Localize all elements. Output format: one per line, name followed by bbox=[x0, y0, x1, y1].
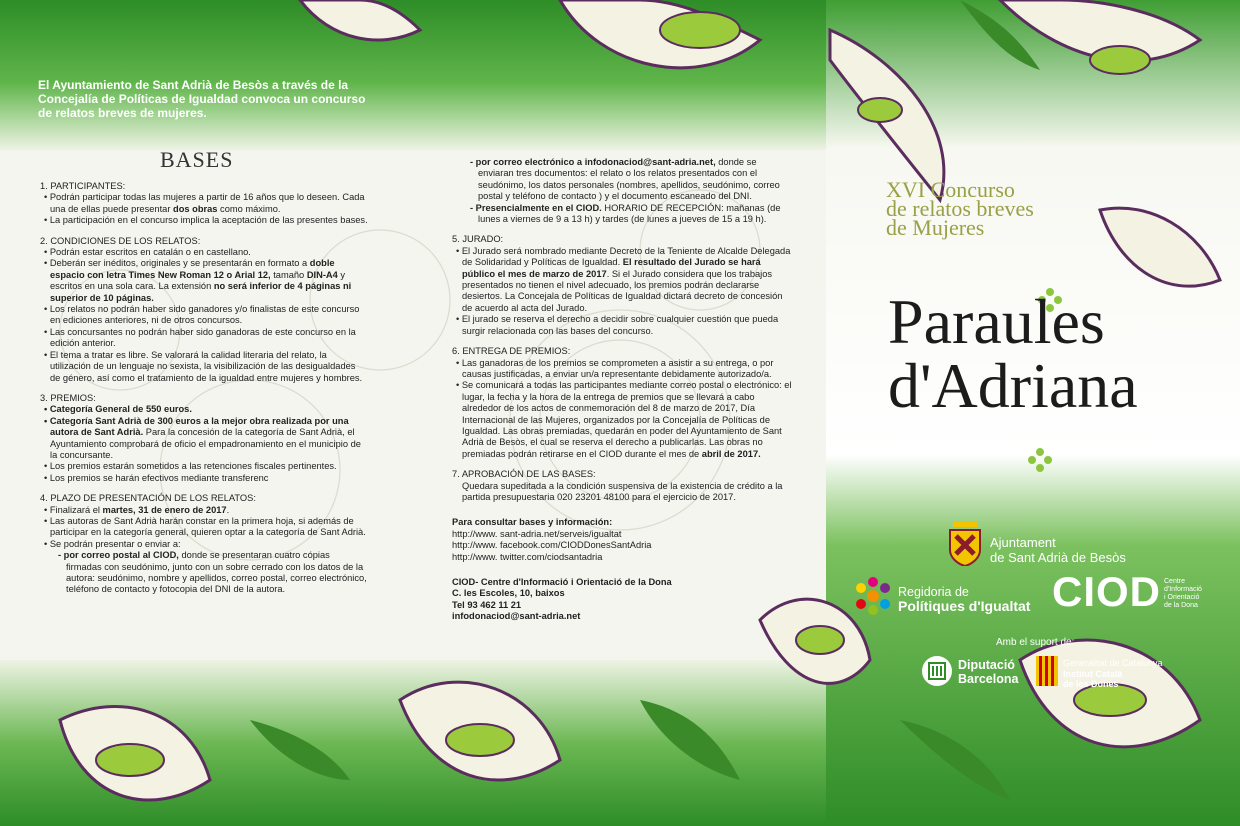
rule-text: donde se presentaran cuatro cópias firmadas con seudónimo, junto con un sobre cerrado con los datos de la autora: seudónimo, nombre y apellidos, correo postal, correo electrónico, teléfono de contacto y fotocopia del DNI de la autora. bbox=[66, 550, 367, 595]
address-block bbox=[452, 577, 792, 623]
rule-bold: - por correo electrónico a infodonaciod@sant-adria.net, bbox=[470, 157, 716, 167]
ciod-logo: CIOD bbox=[1052, 568, 1161, 615]
section-approval bbox=[452, 469, 792, 503]
section-deadline bbox=[40, 493, 368, 596]
rule-bold: dos obras bbox=[173, 203, 218, 214]
logo-line: de Sant Adrià de Besòs bbox=[990, 550, 1126, 565]
subtitle-line: de relatos breves bbox=[886, 196, 1034, 221]
rule-bold: • Categoría General de 550 euros. bbox=[44, 404, 192, 415]
address-line: C. les Escoles, 10, baixos bbox=[452, 588, 565, 599]
info-title: Para consultar bases y información: bbox=[452, 517, 613, 528]
rule-bold: El resultado del Jurado se hará público el mes de marzo de 2017 bbox=[462, 257, 761, 279]
support-label: Amb el suport de: bbox=[996, 637, 1075, 648]
logo-line: Generalitat de Catalunya bbox=[1063, 658, 1163, 668]
phone: Tel 93 462 11 21 bbox=[452, 599, 522, 610]
link-igualtat[interactable]: http://www. sant-adria.net/serveis/igualtat bbox=[452, 528, 622, 539]
info-block bbox=[452, 517, 792, 563]
rule-bold: no será inferior de 4 páginas ni superior de 10 páginas. bbox=[50, 281, 352, 303]
generalitat-logo-text bbox=[1063, 658, 1163, 690]
intro-text: El Ayuntamiento de Sant Adrià de Besòs a través de la Concejalía de Políticas de Igualdad convoca un concurso de relatos breves de mujeres. bbox=[38, 78, 366, 120]
rule-bold: DIN-A4 bbox=[306, 269, 338, 280]
rule-text: como máximo. bbox=[217, 203, 281, 214]
rule-text: tamaño bbox=[270, 269, 307, 280]
diputacio-logo-text bbox=[958, 658, 1018, 686]
title-line: d'Adriana bbox=[888, 350, 1138, 421]
rule-text: . Si el Jurado considera que los trabajos presentados no tienen el nivel adecuado, los premios podrán declararse desiertos. La Concejala de Políticas de Igualdad dictará decreto de concesión de acuerdo al acta del Jurado. bbox=[462, 268, 783, 313]
rule-text: • Podrán estar escritos en catalán o en castellano. bbox=[44, 247, 251, 258]
rule-text: Para la concesión de la categoría de Sant Adrià, el Ayuntamiento comprobará de oficio el empadronamiento en el municipio de la concursante. bbox=[50, 427, 361, 460]
ajuntament-shield-icon bbox=[948, 522, 982, 566]
rule-text: • La participación en el concurso implica la aceptación de las presentes bases. bbox=[44, 215, 368, 226]
rule-text: • El Jurado será nombrado mediante Decreto de la Teniente de Alcalde Delegada de Solidaridad y Políticas de Igualdad. bbox=[456, 245, 791, 268]
rules-column-1 bbox=[40, 181, 368, 596]
logo-line: Polítiques d'Igualtat bbox=[898, 598, 1031, 614]
rule-bold: - Presencialmente en el CIOD. bbox=[470, 202, 602, 213]
rule-text: HORARIO DE RECEPCIÓN: mañanas (de lunes a viernes de 9 a 13 h) y tardes (de lunes a jueves de 15 a 19 h). bbox=[478, 202, 781, 225]
section-conditions bbox=[40, 236, 368, 384]
rule-text: donde se enviaran tres documentos: el relato o los relatos presentados con el seudónimo, los datos personales (nombres, apellidos, seudónimo, correo postal y teléfono de contacto ) y el documento escaneado del DNI. bbox=[478, 157, 780, 202]
rule-text: • Las concursantes no podrán haber sido ganadoras de este concurso en la edición anterior. bbox=[44, 326, 356, 349]
section-title: 6. ENTREGA DE PREMIOS: bbox=[452, 346, 571, 357]
rule-text: • El tema a tratar es libre. Se valorará la calidad literaria del relato, la utilización de un lenguaje no sexista, la visibilización de las desigualdades de género, así como el tratamiento de la igualdad entre mujeres y hombres. bbox=[44, 349, 363, 383]
rule-text: Quedara supeditada a la condición suspensiva de la existencia de crédito a la partida presupuestaria 020 23201 48100 para el ejercicio de 2017. bbox=[462, 480, 783, 502]
rule-text: • Podrán participar todas las mujeres a partir de 16 años que lo deseen. Cada una de ellas puede presentar bbox=[44, 192, 365, 214]
rule-text: y escritos en una sola cara. La extensión bbox=[50, 269, 346, 292]
rule-text: • Deberán ser inéditos, originales y se presentarán en formato a bbox=[44, 258, 310, 269]
subtitle-line: de Mujeres bbox=[886, 215, 985, 240]
section-awards bbox=[452, 346, 792, 460]
title-line: Paraules bbox=[888, 286, 1105, 357]
email-link[interactable]: infodonaciod@sant-adria.net bbox=[452, 611, 581, 622]
rule-text: • Los premios se harán efectivos mediante transferenc bbox=[44, 472, 269, 483]
logo-line: i Orientació bbox=[1164, 594, 1200, 601]
address-line: CIOD- Centre d'Informació i Orientació de la Dona bbox=[452, 577, 672, 587]
logo-line: Ajuntament bbox=[990, 535, 1056, 550]
logo-line: Centre bbox=[1164, 578, 1186, 585]
rule-bold: abril de 2017. bbox=[701, 448, 761, 459]
section-jury bbox=[452, 234, 792, 337]
regidoria-logo-text bbox=[898, 585, 1030, 613]
logo-line: de les Dones bbox=[1063, 679, 1119, 689]
link-twitter[interactable]: http://www. twitter.com/ciodsantadria bbox=[452, 551, 603, 562]
section-title: 7. APROBACIÓN DE LAS BASES: bbox=[452, 469, 596, 480]
rule-text: • Las autoras de Sant Adrià harán constar en la primera hoja, si además de participar en la categoría general, quieren optar a la categoría de Sant Adrià. bbox=[44, 515, 366, 538]
rule-text: . bbox=[226, 504, 230, 515]
logo-line: Barcelona bbox=[958, 672, 1019, 686]
rule-bold: - por correo postal al CIOD, bbox=[58, 550, 179, 561]
rule-text: • Se podrán presentar o enviar a: bbox=[44, 538, 181, 549]
rule-text: • Finalizará el bbox=[44, 504, 103, 515]
subtitle-line: XVI Concurso bbox=[886, 177, 1015, 202]
rule-bold: martes, 31 de enero de 2017 bbox=[102, 504, 227, 515]
section-title: 4. PLAZO DE PRESENTACIÓN DE LOS RELATOS: bbox=[40, 493, 256, 504]
rule-text: • Los relatos no podrán haber sido ganadores y/o finalistas de este concurso en ediciones anteriores, ni de otros concursos. bbox=[44, 304, 360, 326]
rule-text: • Se comunicará a todas las participantes mediante correo postal o electrónico: el lugar, la fecha y la hora de la entrega de premios que se llevará a cabo alrededor de los actos de conmemoración del 8 de marzo de 2017, Día Internacional de las Mujeres, organizados por la Concejalía de Políticas de Igualdad. Las obras premiadas, quedarán en poder del Ayuntamiento de Sant Adrià de Besòs, el cual se reserva el derecho a publicarlas. Las obras no premiadas podrán retirarse en el CIOD durante el mes de bbox=[456, 380, 792, 459]
regidoria-flower-icon bbox=[850, 576, 896, 616]
ciod-logo-text bbox=[1164, 578, 1202, 610]
cover-title bbox=[888, 286, 1208, 421]
rule-bold: doble espacio con letra Times New Roman 12 o Arial 12, bbox=[50, 258, 335, 280]
section-prizes bbox=[40, 393, 368, 484]
rule-text: • El jurado se reserva el derecho a decidir sobre cualquier cuestión que pueda surgir relacionada con las bases del concurso. bbox=[456, 314, 779, 336]
section-title: 3. PREMIOS: bbox=[40, 392, 96, 403]
rules-column-2 bbox=[452, 157, 792, 623]
logo-line: d'Informació bbox=[1164, 586, 1202, 593]
logo-line: Diputació bbox=[958, 658, 1015, 672]
logo-line: Institut Català bbox=[1063, 668, 1123, 679]
diputacio-crest-icon bbox=[920, 655, 954, 687]
section-title: 1. PARTICIPANTES: bbox=[40, 181, 126, 191]
rule-text: • Los premios estarán sometidos a las retenciones fiscales pertinentes. bbox=[44, 461, 337, 472]
bases-heading: BASES bbox=[160, 147, 234, 172]
logo-line: Regidoria de bbox=[898, 585, 969, 599]
section-title: 2. CONDICIONES DE LOS RELATOS: bbox=[40, 235, 201, 246]
link-facebook[interactable]: http://www. facebook.com/CIODDonesSantAdria bbox=[452, 540, 652, 551]
cover-subtitle bbox=[886, 177, 1086, 240]
ajuntament-logo-text bbox=[990, 535, 1126, 565]
section-title: 5. JURADO: bbox=[452, 234, 504, 245]
rule-text: • Las ganadoras de los premios se comprometen a asistir a su entrega, o por causas justificadas, a enviar un/a representante debidamente autorizado/a. bbox=[456, 357, 774, 379]
section-participants bbox=[40, 181, 368, 227]
logo-line: de la Dona bbox=[1164, 602, 1198, 609]
generalitat-flag-icon bbox=[1036, 656, 1058, 686]
rule-bold: • Categoría Sant Adrià de 300 euros a la mejor obra realizada por una autora de Sant Adrià. bbox=[44, 415, 349, 438]
